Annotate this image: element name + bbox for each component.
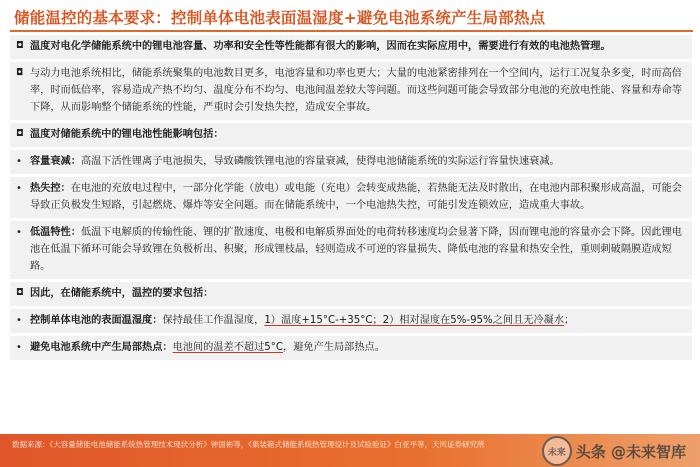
section-text: 温度对储能系统中的锂电池性能影响包括： [30, 129, 224, 140]
bullet-text [30, 312, 686, 329]
watermark [542, 436, 686, 466]
dot-bullet-icon: • [16, 315, 22, 326]
bullet-body: 保持最佳工作温湿度， [162, 315, 265, 326]
bullet-body: 高温下活性锂离子电池损失，导致磷酸铁锂电池的容量衰减，使得电池储能系统的实际运行容量快速衰减。 [80, 156, 560, 167]
bullet-body: 低温下电解质的传输性能、锂的扩散速度、电极和电解质界面处的电荷转移速度均会显著下降，因而锂电池的容量亦会下降。因此锂电池在低温下循环可能会导致锂在负极析出、积聚，形成锂枝晶，轻则造成不可逆的容量损失、降低电池的容量和热安全性，重则刺破隔膜造成短路。 [30, 227, 682, 272]
bullet-row [10, 309, 692, 333]
bullet-row [10, 336, 692, 360]
watermark-text: 头条 @未来智库 [575, 442, 686, 461]
bullet-text [30, 153, 686, 170]
dot-bullet-icon: • [16, 342, 22, 353]
content-area [10, 35, 692, 363]
bullet-lead: 避免电池系统中产生局部热点： [30, 342, 173, 353]
section-row [10, 35, 692, 59]
bullet-text [30, 180, 686, 214]
title-divider [10, 30, 693, 32]
dot-bullet-icon: • [16, 183, 22, 194]
dot-bullet-icon: • [16, 156, 22, 167]
bullet-lead: 控制单体电池的表面温湿度： [30, 315, 163, 326]
bullet-lead: 热失控： [30, 183, 71, 194]
source-note: 数据来源：《大容量储能电池储能系统热管理技术现状分析》钟国彬等，《集装箱式储能系统热管理设计及试验验证》白亚平等，天风证券研究所 [12, 440, 485, 449]
bullet-text [30, 339, 686, 356]
section-row [10, 123, 692, 147]
square-bullet-icon: ◘ [16, 68, 24, 78]
requirement-highlight: 1）温度+15°C-+35°C；2）相对湿度在5%-95%之间且无冷凝水 [264, 315, 565, 326]
bullet-row [10, 177, 692, 218]
square-bullet-icon: ◘ [16, 288, 24, 298]
watermark-logo-icon: 未来 [542, 436, 572, 466]
section-text: 因此，在储能系统中，温控的要求包括： [30, 288, 214, 299]
bullet-text [30, 224, 686, 275]
bullet-body-end: ，避免产生局部热点。 [283, 342, 385, 353]
bullet-lead: 容量衰减： [30, 156, 81, 167]
dot-bullet-icon: • [16, 227, 22, 238]
page-title: 储能温控的基本要求：控制单体电池表面温湿度+避免电池系统产生局部热点 [14, 9, 546, 27]
square-bullet-icon: ◘ [16, 129, 24, 139]
square-bullet-icon: ◘ [16, 41, 24, 51]
bullet-body: 在电池的充放电过程中，一部分化学能（放电）或电能（充电）会转变成热能，若热能无法及时散出，在电池内部积聚形成高温，可能会导致正负极发生短路，引起燃烧、爆炸等安全问题。而在储能系统中，一个电池热失控，可能引发连锁效应，造成重大事故。 [30, 183, 682, 211]
bullet-row [10, 221, 692, 279]
bullet-row [10, 150, 692, 174]
section-row [10, 62, 692, 120]
bullet-body-end: ； [564, 315, 575, 326]
section-row [10, 282, 692, 306]
bullet-lead: 低温特性： [30, 227, 81, 238]
section-text: 温度对电化学储能系统中的锂电池容量、功率和安全性等性能都有很大的影响，因而在实际应用中，需要进行有效的电池热管理。 [30, 41, 611, 52]
requirement-highlight: 电池间的温差不超过5°C [172, 342, 284, 353]
section-text: 与动力电池系统相比，储能系统聚集的电池数目更多，电池容量和功率也更大；大量的电池紧密排列在一个空间内，运行工况复杂多变，时而高倍率，时而低倍率，容易造成产热不均匀、温度分布不均匀、电池间温差较大等问题。而这些问题可能会导致部分电池的充放电性能、容量和寿命等下降，从而影响整个储能系统的性能，严重时会引发热失控，造成安全事故。 [30, 68, 682, 113]
